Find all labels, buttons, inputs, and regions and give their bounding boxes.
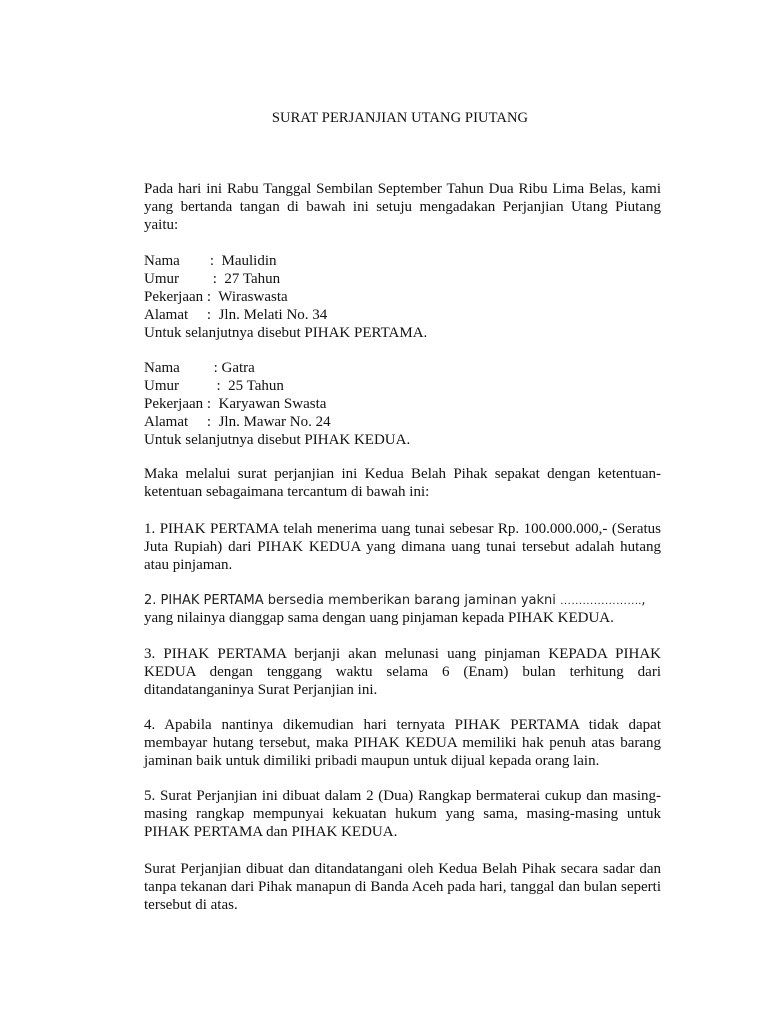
party1-pekerjaan: Pekerjaan : Wiraswasta bbox=[144, 289, 288, 305]
party1-umur: Umur : 27 Tahun bbox=[144, 271, 281, 287]
term-5-paragraph: 5. Surat Perjanjian ini dibuat dalam 2 (Dua) Rangkap bermaterai cukup dan masing-masing rangkap mempunyai kekuatan hukum yang sama, masing-masing untuk PIHAK PERTAMA dan PIHAK KEDUA. bbox=[144, 788, 661, 840]
term-1-paragraph: 1. PIHAK PERTAMA telah menerima uang tunai sebesar Rp. 100.000.000,- (Seratus Juta Rupiah) dari PIHAK KEDUA yang dimana uang tunai tersebut adalah hutang atau pinjaman. bbox=[144, 521, 661, 573]
term-2-text: 2. PIHAK PERTAMA bersedia memberikan barang jaminan yakni bbox=[144, 593, 560, 608]
term-2-line-1 bbox=[144, 592, 646, 610]
document-title: SURAT PERJANJIAN UTANG PIUTANG bbox=[271, 110, 529, 126]
term-4-paragraph: 4. Apabila nantinya dikemudian hari ternyata PIHAK PERTAMA tidak dapat membayar hutang tersebut, maka PIHAK KEDUA memiliki hak penuh atas barang jaminan baik untuk dimiliki pribadi maupun untuk dijual kepada orang lain. bbox=[144, 717, 661, 769]
party2-alamat: Alamat : Jln. Mawar No. 24 bbox=[144, 414, 331, 430]
term-2-blank-dots: …………………. bbox=[560, 595, 642, 607]
party2-umur: Umur : 25 Tahun bbox=[144, 378, 284, 394]
party2-pekerjaan: Pekerjaan : Karyawan Swasta bbox=[144, 396, 327, 412]
terms-intro-paragraph: Maka melalui surat perjanjian ini Kedua Belah Pihak sepakat dengan ketentuan-ketentuan sebagaimana tercantum di bawah ini: bbox=[144, 466, 661, 500]
term-2-comma: , bbox=[641, 593, 646, 608]
opening-paragraph: Pada hari ini Rabu Tanggal Sembilan September Tahun Dua Ribu Lima Belas, kami yang bertanda tangan di bawah ini setuju mengadakan Perjanjian Utang Piutang yaitu: bbox=[144, 181, 661, 233]
closing-paragraph: Surat Perjanjian dibuat dan ditandatangani oleh Kedua Belah Pihak secara sadar dan tanpa tekanan dari Pihak manapun di Banda Aceh pada hari, tanggal dan bulan seperti tersebut di atas. bbox=[144, 861, 661, 913]
party2-designation: Untuk selanjutnya disebut PIHAK KEDUA. bbox=[144, 432, 411, 448]
party1-nama: Nama : Maulidin bbox=[144, 253, 277, 269]
party1-alamat: Alamat : Jln. Melati No. 34 bbox=[144, 307, 328, 323]
party1-designation: Untuk selanjutnya disebut PIHAK PERTAMA. bbox=[144, 325, 428, 341]
term-3-paragraph: 3. PIHAK PERTAMA berjanji akan melunasi uang pinjaman KEPADA PIHAK KEDUA dengan tenggang waktu selama 6 (Enam) bulan terhitung dari ditandatanganinya Surat Perjanjian ini. bbox=[144, 646, 661, 698]
party2-nama: Nama : Gatra bbox=[144, 360, 255, 376]
term-2-line-2: yang nilainya dianggap sama dengan uang pinjaman kepada PIHAK KEDUA. bbox=[144, 610, 614, 626]
